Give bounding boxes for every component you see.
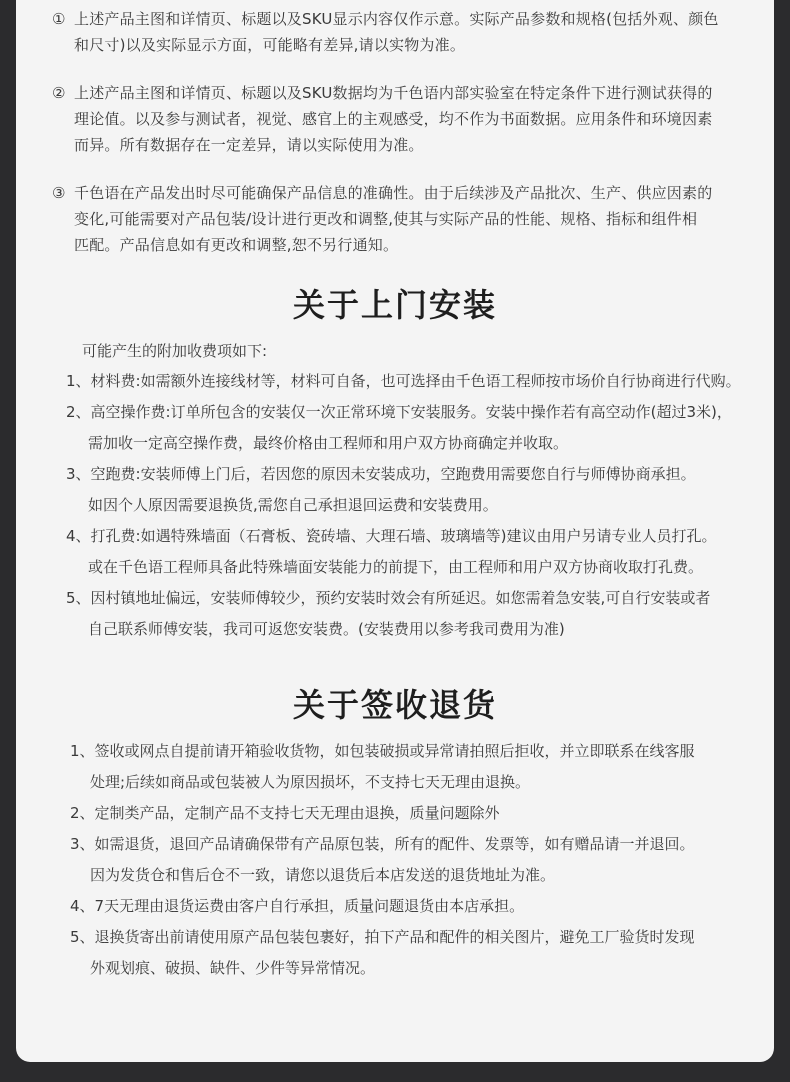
note-text: 上述产品主图和详情页、标题以及SKU显示内容仅作示意。实际产品参数和规格(包括外观、颜色 [74,10,719,28]
note-text: 匹配。产品信息如有更改和调整,恕不另行通知。 [74,236,399,254]
note-text: 和尺寸)以及实际显示方面，可能略有差异,请以实物为准。 [74,36,466,54]
list-item: 2、高空操作费:订单所包含的安装仅一次正常环境下安装服务。安装中操作若有高空动作(超过3米)， [66,403,732,421]
list-item: 5、退换货寄出前请使用原产品包装包裹好，拍下产品和配件的相关图片，避免工厂验货时发现 [70,928,695,946]
content-card [16,0,774,1062]
note-text: 理论值。以及参与测试者，视觉、感官上的主观感受，均不作为书面数据。应用条件和环境因素 [74,110,713,128]
list-item: 3、如需退货，退回产品请确保带有产品原包装，所有的配件、发票等，如有赠品请一并退回。 [70,835,695,853]
note-number: ② [52,84,66,102]
list-item: 3、空跑费:安装师傅上门后，若因您的原因未安装成功，空跑费用需要您自行与师傅协商承担。 [66,465,696,483]
disclaimer-notes [52,6,752,280]
note-text: 而异。所有数据存在一定差异，请以实际使用为准。 [74,136,424,154]
list-item-continuation: 因为发货仓和售后仓不一致，请您以退货后本店发送的退货地址为准。 [90,866,556,884]
note-text: 千色语在产品发出时尽可能确保产品信息的准确性。由于后续涉及产品批次、生产、供应因素的 [74,184,713,202]
list-item: 1、签收或网点自提前请开箱验收货物，如包装破损或异常请拍照后拒收，并立即联系在线客服 [70,742,695,760]
installation-list [66,366,766,645]
note-text: 上述产品主图和详情页、标题以及SKU数据均为千色语内部实验室在特定条件下进行测试获得的 [74,84,713,102]
list-item: 1、材料费:如需额外连接线材等，材料可自备，也可选择由千色语工程师按市场价自行协商进行代购。 [66,372,741,390]
note-1 [52,6,752,58]
list-item-continuation: 外观划痕、破损、缺件、少件等异常情况。 [90,959,376,977]
installation-intro: 可能产生的附加收费项如下: [82,342,268,360]
note-text: 变化,可能需要对产品包装/设计进行更改和调整,使其与实际产品的性能、规格、指标和组件相 [74,210,698,228]
note-2 [52,80,752,158]
list-item: 5、因村镇地址偏远，安装师傅较少，预约安装时效会有所延迟。如您需着急安装,可自行安装或者 [66,589,711,607]
list-item: 2、定制类产品，定制产品不支持七天无理由退换，质量问题除外 [70,804,500,822]
returns-list [70,736,770,984]
returns-title: 关于签收退货 [292,686,497,724]
note-3 [52,180,752,258]
list-item-continuation: 或在千色语工程师具备此特殊墙面安装能力的前提下，由工程师和用户双方协商收取打孔费。 [88,558,704,576]
note-number: ① [52,10,66,28]
list-item: 4、7天无理由退货运费由客户自行承担，质量问题退货由本店承担。 [70,897,525,915]
list-item-continuation: 需加收一定高空操作费，最终价格由工程师和用户双方协商确定并收取。 [88,434,569,452]
list-item-continuation: 处理;后续如商品或包装被人为原因损坏，不支持七天无理由退换。 [90,773,531,791]
installation-title: 关于上门安装 [292,286,497,324]
list-item: 4、打孔费:如遇特殊墙面（石膏板、瓷砖墙、大理石墙、玻璃墙等)建议由用户另请专业人员打孔。 [66,527,717,545]
list-item-continuation: 如因个人原因需要退换货,需您自己承担退回运费和安装费用。 [88,496,498,514]
list-item-continuation: 自己联系师傅安装，我司可返您安装费。(安装费用以参考我司费用为准) [88,620,565,638]
note-number: ③ [52,184,66,202]
